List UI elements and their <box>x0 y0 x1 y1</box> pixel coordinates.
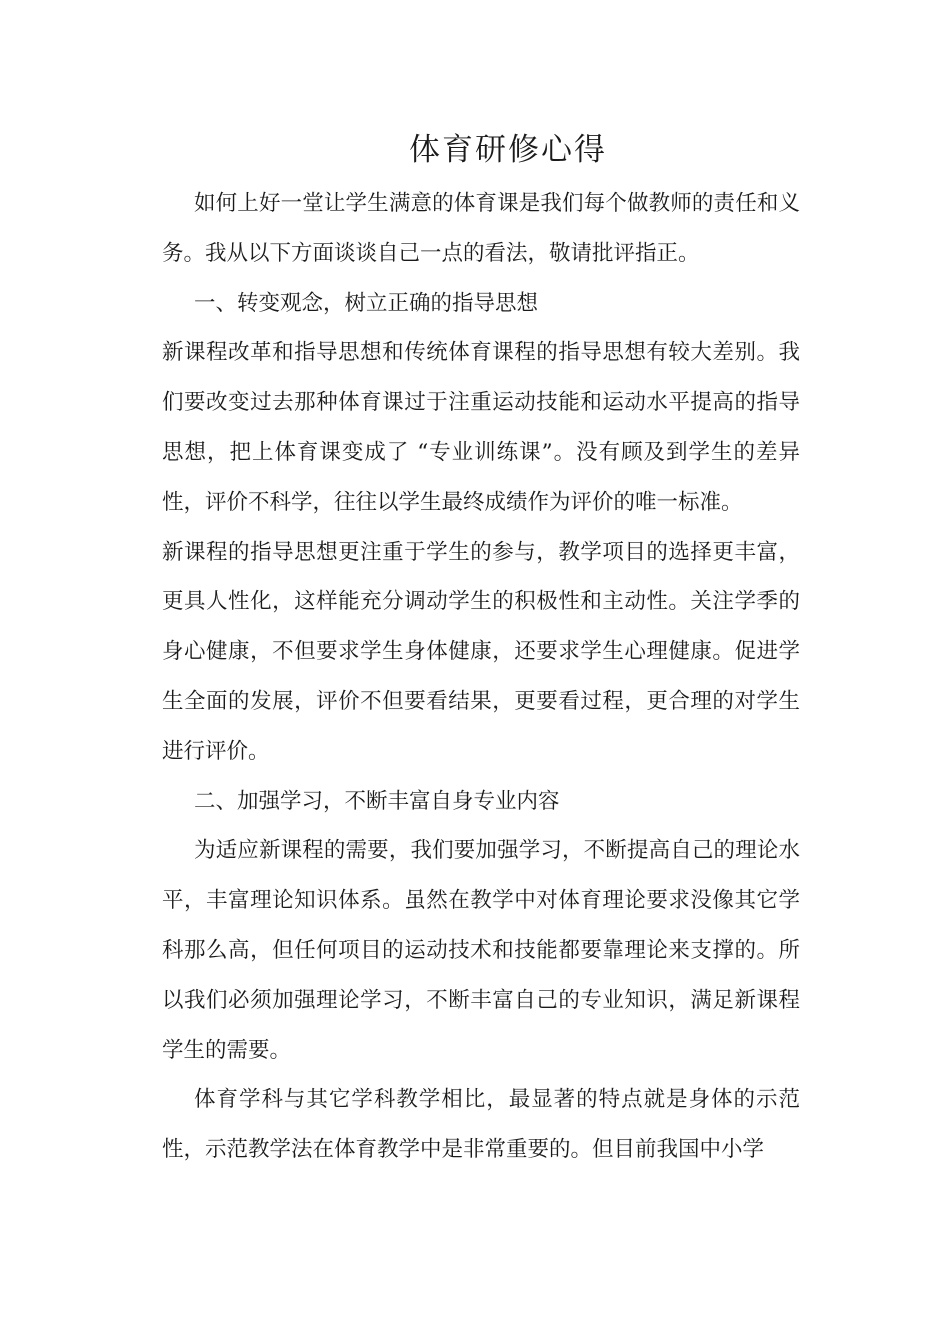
paragraph-intro: 如何上好一堂让学生满意的体育课是我们每个做教师的责任和义务。我从以下方面谈谈自己一点的看法，敬请批评指正。 <box>162 191 800 266</box>
document-title: 体育研修心得 <box>409 132 607 168</box>
paragraph-strengthen-learning: 为适应新课程的需要，我们要加强学习，不断提高自己的理论水平，丰富理论知识体系。虽然在教学中对体育理论要求没像其它学科那么高，但任何项目的运动技术和技能都要靠理论来支撑的。所以我们必须加强理论学习，不断丰富自己的专业知识，满足新课程学生的需要。 <box>162 838 800 1063</box>
paragraph-traditional-vs-new: 新课程改革和指导思想和传统体育课程的指导思想有较大差别。我们要改变过去那种体育课过于注重运动技能和运动水平提高的指导思想，把上体育课变成了 “专业训练课”。没有顾及到学生的差异性，评价不科学，往往以学生最终成绩作为评价的唯一标准。 <box>162 340 800 515</box>
paragraph-demonstration: 体育学科与其它学科教学相比，最显著的特点就是身体的示范性，示范教学法在体育教学中是非常重要的。但目前我国中小学 <box>162 1087 800 1163</box>
section-heading-1: 一、转变观念，树立正确的指导思想 <box>194 290 539 316</box>
paragraph-new-curriculum: 新课程的指导思想更注重于学生的参与，教学项目的选择更丰富，更具人性化，这样能充分调动学生的积极性和主动性。关注学季的身心健康，不但要求学生身体健康，还要求学生心理健康。促进学生全面的发展，评价不但要看结果，更要看过程，更合理的对学生进行评价。 <box>162 539 800 764</box>
document-body <box>162 179 800 1175</box>
section-heading-2: 二、加强学习，不断丰富自身专业内容 <box>194 788 560 814</box>
